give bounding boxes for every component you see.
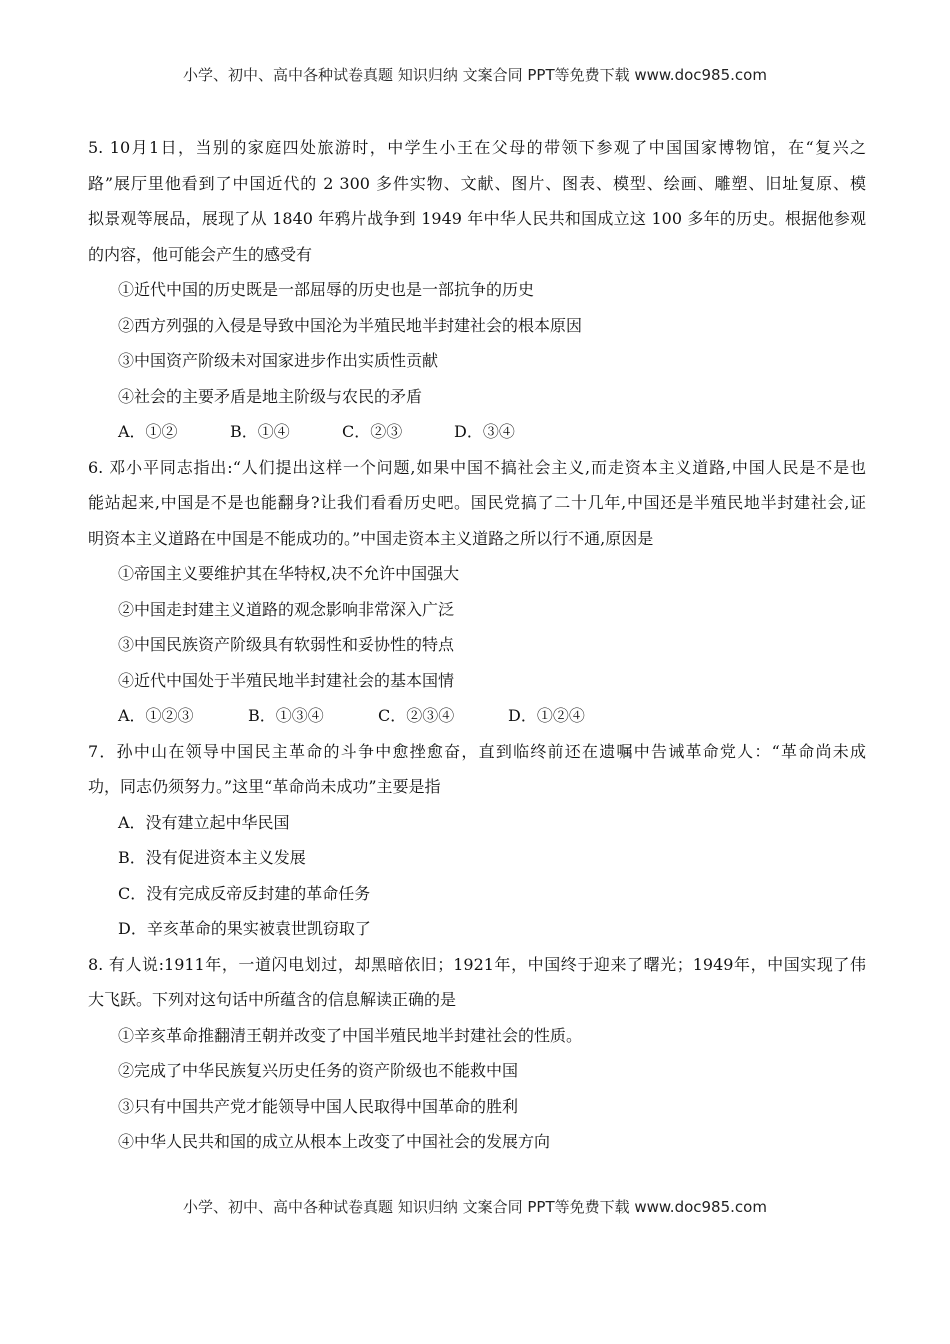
question-5-line: 路”展厅里他看到了中国近代的 2 300 多件实物、文献、图片、图表、模型、绘画、雕塑、旧址复原、模	[88, 173, 866, 193]
document-body	[88, 130, 866, 1160]
choice-c: C．②③④	[378, 706, 455, 725]
question-8-line: 大飞跃。下列对这句话中所蕴含的信息解读正确的是	[88, 990, 457, 1009]
question-6	[88, 450, 866, 734]
question-6-statement: ①帝国主义要维护其在华特权,决不允许中国强大	[118, 564, 460, 583]
choice-a: A．①②③	[118, 706, 194, 725]
question-5	[88, 130, 866, 450]
question-6-line: 明资本主义道路在中国是不能成功的。”中国走资本主义道路之所以行不通,原因是	[88, 528, 654, 548]
choice-d: D．①②④	[508, 706, 585, 725]
question-5-line: 5. 10月1日，当别的家庭四处旅游时，中学生小王在父母的带领下参观了中国国家博物馆，在“复兴之	[88, 138, 866, 157]
question-8-line: 8. 有人说:1911年，一道闪电划过，却黑暗依旧；1921年，中国终于迎来了曙光；1949年，中国实现了伟	[88, 954, 866, 974]
choice-b: B．①④	[230, 422, 290, 441]
page-header: 小学、初中、高中各种试卷真题 知识归纳 文案合同 PPT等免费下载 www.doc985.com	[183, 66, 767, 84]
question-5-statement: ②西方列强的入侵是导致中国沦为半殖民地半封建社会的根本原因	[118, 315, 583, 335]
question-8	[88, 947, 866, 1160]
question-5-choices	[88, 414, 866, 450]
question-6-statement: ③中国民族资产阶级具有软弱性和妥协性的特点	[118, 635, 455, 654]
question-5-statement: ④社会的主要矛盾是地主阶级与农民的矛盾	[118, 386, 423, 406]
choice-a: A．①②	[118, 422, 178, 441]
question-6-line: 能站起来,中国是不是也能翻身?让我们看看历史吧。国民党搞了二十几年,中国还是半殖民地半封建社会,证	[88, 493, 866, 512]
question-8-statement: ④中华人民共和国的成立从根本上改变了中国社会的发展方向	[118, 1132, 551, 1151]
choice-c: C．没有完成反帝反封建的革命任务	[118, 883, 371, 903]
choice-d: D．③④	[454, 422, 515, 441]
choice-c: C．②③	[342, 422, 403, 441]
question-8-statement: ①辛亥革命推翻清王朝并改变了中国半殖民地半封建社会的性质。	[118, 1025, 583, 1045]
page-footer: 小学、初中、高中各种试卷真题 知识归纳 文案合同 PPT等免费下载 www.doc985.com	[183, 1198, 767, 1216]
question-5-line: 的内容，他可能会产生的感受有	[88, 244, 313, 264]
question-6-choices	[88, 698, 866, 734]
choice-b: B．没有促进资本主义发展	[118, 848, 306, 867]
question-7-line: 7．孙中山在领导中国民主革命的斗争中愈挫愈奋，直到临终前还在遗嘱中告诫革命党人：“革命尚未成	[88, 741, 866, 761]
question-8-statement: ③只有中国共产党才能领导中国人民取得中国革命的胜利	[118, 1096, 519, 1116]
choice-a: A．没有建立起中华民国	[118, 812, 290, 832]
question-5-line: 拟景观等展品，展现了从 1840 年鸦片战争到 1949 年中华人民共和国成立这 100 多年的历史。根据他参观	[88, 209, 866, 228]
question-7-line: 功，同志仍须努力。”这里“革命尚未成功”主要是指	[88, 777, 441, 796]
question-5-statement: ③中国资产阶级未对国家进步作出实质性贡献	[118, 351, 439, 370]
question-8-statement: ②完成了中华民族复兴历史任务的资产阶级也不能救中国	[118, 1061, 519, 1080]
choice-b: B．①③④	[248, 706, 324, 725]
choice-d: D．辛亥革命的果实被袁世凯窃取了	[118, 919, 371, 938]
question-6-statement: ②中国走封建主义道路的观念影响非常深入广泛	[118, 599, 455, 619]
question-6-statement: ④近代中国处于半殖民地半封建社会的基本国情	[118, 670, 455, 690]
question-7	[88, 734, 866, 947]
question-6-line: 6. 邓小平同志指出:“人们提出这样一个问题,如果中国不搞社会主义,而走资本主义道路,中国人民是不是也	[88, 457, 866, 477]
question-5-statement: ①近代中国的历史既是一部屈辱的历史也是一部抗争的历史	[118, 280, 535, 299]
